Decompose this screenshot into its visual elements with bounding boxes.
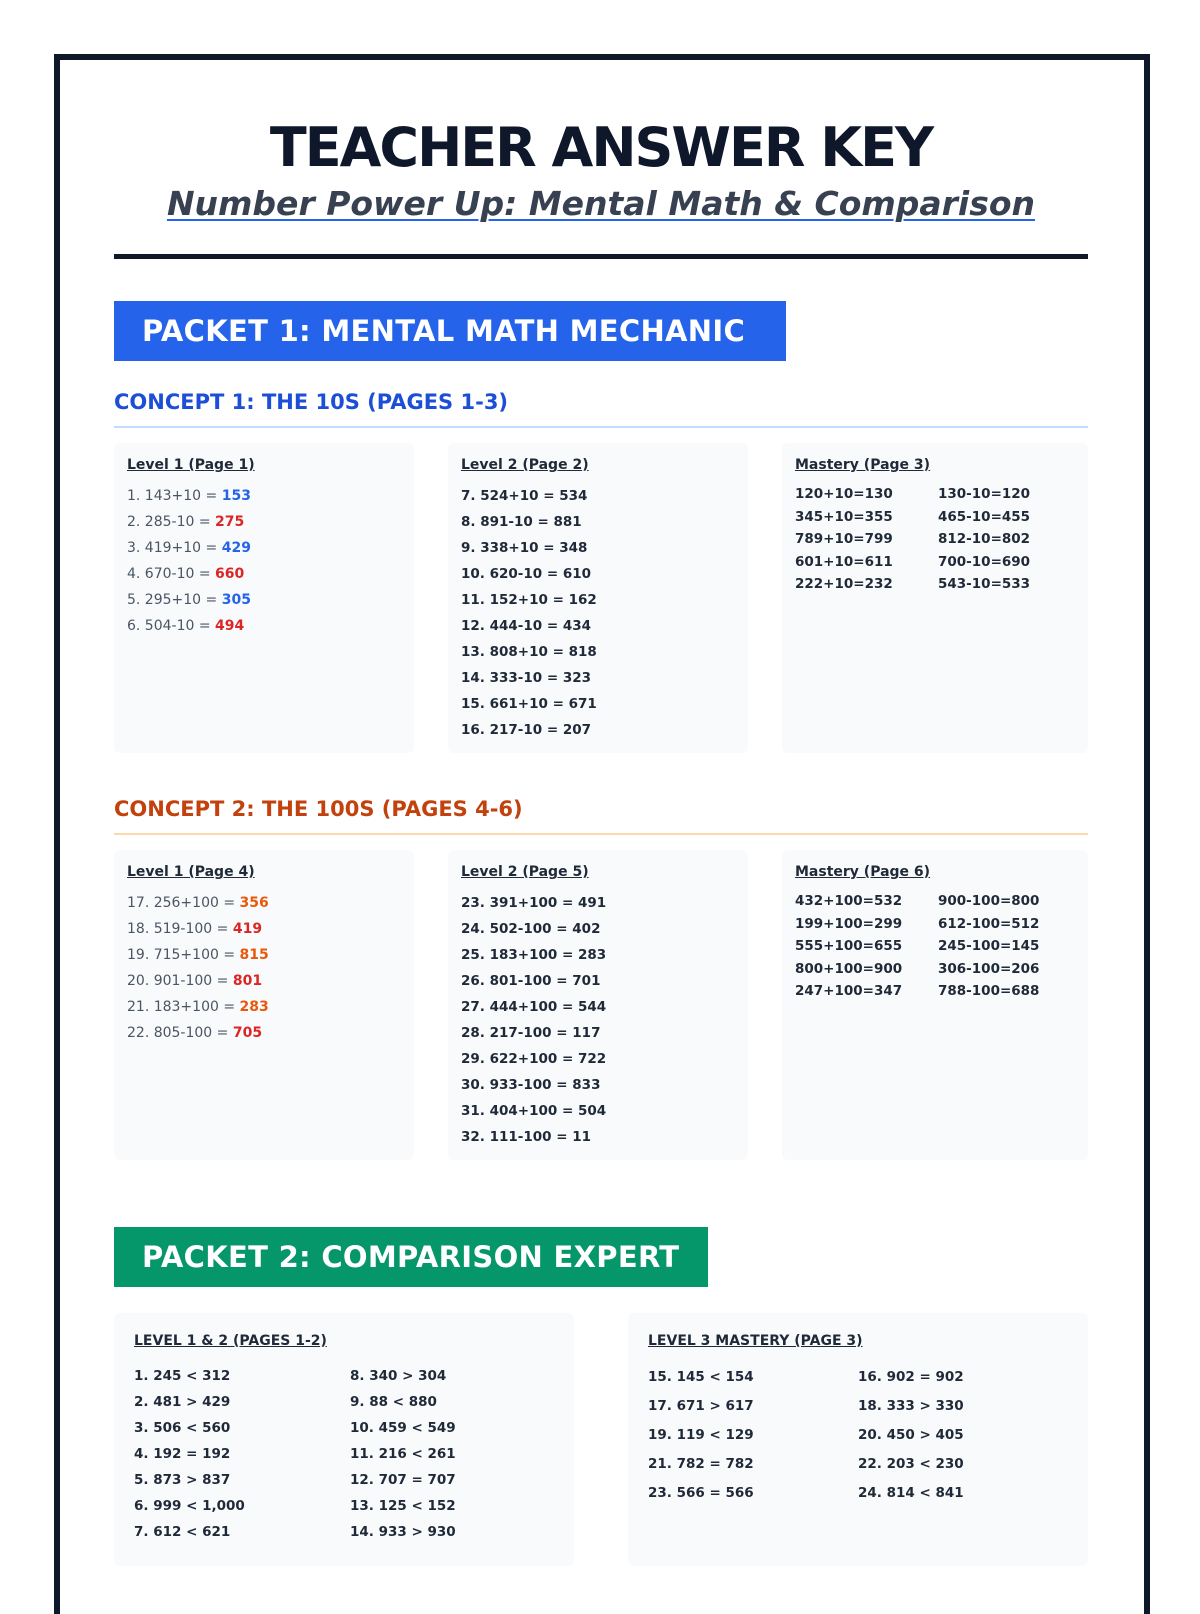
answer-item: 16. 217-10 = 207 bbox=[461, 722, 592, 738]
comparison-item: 6. 999 < 1,000 bbox=[134, 1498, 245, 1514]
concept-1-mastery-card bbox=[782, 443, 1088, 753]
card-heading: Level 1 (Page 1) bbox=[127, 457, 255, 473]
answer-item: 26. 801-100 = 701 bbox=[461, 973, 601, 989]
answer-item bbox=[127, 968, 401, 994]
answer-value: 705 bbox=[232, 1025, 263, 1041]
answer-item: 120+10=130 bbox=[795, 486, 893, 502]
answer-item: 800+100=900 bbox=[795, 960, 903, 977]
concept-1-level-2-card bbox=[448, 443, 748, 753]
answer-item bbox=[127, 994, 401, 1020]
answer-value: 660 bbox=[215, 566, 245, 582]
answer-item: 612-100=512 bbox=[938, 915, 1040, 932]
concept-2-level-1-card bbox=[114, 850, 414, 1160]
comparison-item: 12. 707 = 707 bbox=[350, 1472, 456, 1488]
comparison-item: 19. 119 < 129 bbox=[648, 1427, 754, 1443]
answer-item: 25. 183+100 = 283 bbox=[461, 947, 607, 963]
question-text: 3. 419+10 = bbox=[127, 540, 222, 556]
answer-value: 305 bbox=[221, 592, 251, 608]
question-text: 22. 805-100 = bbox=[127, 1025, 233, 1041]
comparison-level-3-card bbox=[628, 1313, 1088, 1566]
answer-item: 555+100=655 bbox=[795, 938, 903, 954]
answer-item: 14. 333-10 = 323 bbox=[461, 670, 592, 686]
comparison-item: 24. 814 < 841 bbox=[858, 1485, 964, 1501]
answer-item bbox=[127, 890, 401, 916]
comparison-item: 3. 506 < 560 bbox=[134, 1420, 231, 1436]
answer-item bbox=[127, 613, 401, 639]
answer-item bbox=[127, 916, 401, 942]
answer-item bbox=[127, 1020, 401, 1046]
answer-item: 23. 391+100 = 491 bbox=[461, 895, 607, 911]
comparison-item: 10. 459 < 549 bbox=[350, 1420, 456, 1436]
answer-item: 432+100=532 bbox=[795, 893, 903, 909]
question-text: 21. 183+100 = bbox=[127, 999, 240, 1015]
answer-item: 28. 217-100 = 117 bbox=[461, 1025, 601, 1041]
comparison-item: 21. 782 = 782 bbox=[648, 1456, 754, 1472]
answer-value: 801 bbox=[232, 973, 263, 989]
comparison-item: 7. 612 < 621 bbox=[134, 1524, 231, 1540]
card-heading: Level 2 (Page 2) bbox=[461, 457, 589, 473]
card-heading: Mastery (Page 3) bbox=[795, 457, 931, 473]
answer-item: 789+10=799 bbox=[795, 531, 893, 547]
comparison-item: 2. 481 > 429 bbox=[134, 1394, 231, 1410]
answer-item: 900-100=800 bbox=[938, 893, 1040, 909]
answer-value: 275 bbox=[215, 514, 245, 530]
answer-item: 222+10=232 bbox=[795, 576, 893, 592]
answer-value: 419 bbox=[232, 921, 263, 937]
answer-item: 7. 524+10 = 534 bbox=[461, 488, 588, 504]
comparison-item: 17. 671 > 617 bbox=[648, 1398, 754, 1414]
question-text: 18. 519-100 = bbox=[127, 921, 233, 937]
answer-item: 15. 661+10 = 671 bbox=[461, 696, 597, 712]
packet-1-banner: PACKET 1: MENTAL MATH MECHANIC bbox=[114, 301, 786, 361]
comparison-item: 11. 216 < 261 bbox=[350, 1446, 456, 1462]
card-heading: Level 2 (Page 5) bbox=[461, 864, 589, 880]
answer-list bbox=[127, 483, 401, 639]
card-heading: Level 1 (Page 4) bbox=[127, 864, 255, 880]
answer-item: 9. 338+10 = 348 bbox=[461, 540, 588, 556]
comparison-item: 1. 245 < 312 bbox=[134, 1368, 231, 1384]
card-heading: LEVEL 1 & 2 (PAGES 1-2) bbox=[134, 1333, 327, 1349]
comparison-item: 9. 88 < 880 bbox=[350, 1394, 437, 1410]
page-subtitle: Number Power Up: Mental Math & Comparison bbox=[166, 184, 1036, 223]
answer-value: 283 bbox=[239, 999, 269, 1015]
comparison-item: 20. 450 > 405 bbox=[858, 1427, 964, 1443]
answer-item: 24. 502-100 = 402 bbox=[461, 921, 601, 937]
answer-item: 12. 444-10 = 434 bbox=[461, 618, 592, 634]
answer-item: 27. 444+100 = 544 bbox=[461, 999, 607, 1015]
comparison-item: 5. 873 > 837 bbox=[134, 1472, 231, 1488]
answer-list bbox=[461, 890, 735, 1150]
concept-2-level-2-card bbox=[448, 850, 748, 1160]
page-title: TEACHER ANSWER KEY bbox=[269, 116, 933, 179]
card-heading: Mastery (Page 6) bbox=[795, 864, 931, 880]
comparison-item: 8. 340 > 304 bbox=[350, 1368, 447, 1384]
answer-value: 494 bbox=[215, 618, 245, 634]
comparison-item: 22. 203 < 230 bbox=[858, 1456, 964, 1472]
answer-value: 153 bbox=[221, 488, 251, 504]
answer-item bbox=[127, 561, 401, 587]
question-text: 17. 256+100 = bbox=[127, 895, 240, 911]
comparison-item: 16. 902 = 902 bbox=[858, 1369, 964, 1385]
comparison-grid bbox=[648, 1363, 1068, 1508]
answer-item: 247+100=347 bbox=[795, 983, 903, 999]
card-heading: LEVEL 3 MASTERY (PAGE 3) bbox=[648, 1333, 863, 1349]
answer-value: 429 bbox=[221, 540, 251, 556]
answer-item: 465-10=455 bbox=[938, 508, 1031, 525]
concept-1-level-1-card bbox=[114, 443, 414, 753]
comparison-levels-1-2-card bbox=[114, 1313, 574, 1566]
question-text: 1. 143+10 = bbox=[127, 488, 222, 504]
comparison-item: 18. 333 > 330 bbox=[858, 1398, 964, 1414]
answer-list bbox=[127, 890, 401, 1046]
answer-item: 8. 891-10 = 881 bbox=[461, 514, 582, 530]
answer-item: 345+10=355 bbox=[795, 508, 893, 525]
comparison-item: 15. 145 < 154 bbox=[648, 1369, 754, 1385]
comparison-item: 4. 192 = 192 bbox=[134, 1446, 231, 1462]
question-text: 5. 295+10 = bbox=[127, 592, 222, 608]
comparison-item: 23. 566 = 566 bbox=[648, 1485, 754, 1501]
concept-1-heading: CONCEPT 1: THE 10S (PAGES 1-3) bbox=[114, 390, 1088, 428]
answer-grid bbox=[795, 483, 1075, 596]
answer-item: 13. 808+10 = 818 bbox=[461, 644, 597, 660]
concept-2-mastery-card bbox=[782, 850, 1088, 1160]
answer-item: 31. 404+100 = 504 bbox=[461, 1103, 607, 1119]
answer-item: 130-10=120 bbox=[938, 486, 1031, 502]
answer-item: 601+10=611 bbox=[795, 553, 893, 570]
answer-item: 700-10=690 bbox=[938, 553, 1031, 570]
answer-item: 812-10=802 bbox=[938, 531, 1031, 547]
answer-item bbox=[127, 942, 401, 968]
answer-item: 30. 933-100 = 833 bbox=[461, 1077, 601, 1093]
header-divider bbox=[114, 254, 1088, 259]
answer-item: 306-100=206 bbox=[938, 960, 1040, 977]
question-text: 4. 670-10 = bbox=[127, 566, 216, 582]
answer-value: 815 bbox=[239, 947, 269, 963]
answer-item bbox=[127, 483, 401, 509]
answer-item: 32. 111-100 = 11 bbox=[461, 1129, 592, 1145]
packet-2-banner: PACKET 2: COMPARISON EXPERT bbox=[114, 1227, 708, 1287]
answer-item: 788-100=688 bbox=[938, 983, 1040, 999]
answer-value: 356 bbox=[239, 895, 269, 911]
answer-item: 543-10=533 bbox=[938, 576, 1031, 592]
question-text: 19. 715+100 = bbox=[127, 947, 240, 963]
concept-2-heading: CONCEPT 2: THE 100S (PAGES 4-6) bbox=[114, 797, 1088, 835]
answer-list bbox=[461, 483, 735, 743]
question-text: 2. 285-10 = bbox=[127, 514, 216, 530]
answer-item: 199+100=299 bbox=[795, 915, 903, 932]
answer-item: 29. 622+100 = 722 bbox=[461, 1051, 607, 1067]
answer-item: 11. 152+10 = 162 bbox=[461, 592, 597, 608]
question-text: 20. 901-100 = bbox=[127, 973, 233, 989]
answer-item bbox=[127, 587, 401, 613]
comparison-grid bbox=[134, 1363, 554, 1545]
answer-item: 245-100=145 bbox=[938, 938, 1040, 954]
answer-grid bbox=[795, 890, 1075, 1003]
answer-item bbox=[127, 509, 401, 535]
comparison-item: 14. 933 > 930 bbox=[350, 1524, 456, 1540]
answer-item bbox=[127, 535, 401, 561]
question-text: 6. 504-10 = bbox=[127, 618, 216, 634]
answer-item: 10. 620-10 = 610 bbox=[461, 566, 592, 582]
comparison-item: 13. 125 < 152 bbox=[350, 1498, 456, 1514]
